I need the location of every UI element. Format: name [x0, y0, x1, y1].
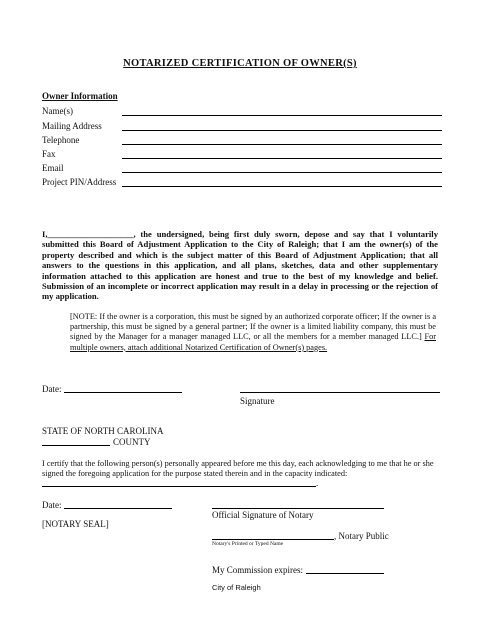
affidavit-prefix: I, — [42, 229, 48, 239]
page-title: NOTARIZED CERTIFICATION OF OWNER(S) — [123, 58, 357, 69]
field-label-fax: Fax — [42, 149, 56, 159]
note-paragraph — [70, 312, 436, 353]
project-pin-input-line[interactable] — [122, 186, 442, 187]
notary-public-label: , Notary Public — [334, 531, 389, 541]
date-label: Date: — [42, 384, 62, 394]
period-mark: . — [316, 478, 319, 488]
notary-date-label: Date: — [42, 500, 62, 510]
notary-signature-line[interactable] — [212, 508, 384, 509]
county-input-line[interactable] — [42, 445, 110, 446]
fax-input-line[interactable] — [122, 158, 442, 159]
field-label-mailing-address: Mailing Address — [42, 121, 102, 131]
county-label: COUNTY — [113, 437, 151, 447]
signature-line[interactable] — [240, 392, 440, 393]
field-label-telephone: Telephone — [42, 135, 80, 145]
field-label-names: Name(s) — [42, 106, 73, 116]
notary-date-input-line[interactable] — [64, 508, 172, 509]
affidavit-name-blank[interactable]: ____________________ — [47, 229, 134, 239]
official-signature-label: Official Signature of Notary — [212, 510, 314, 520]
note-text: [NOTE: If the owner is a corporation, this must be signed by an authorized corporate officer; If the owner is a partnership, this must be signed by a general partner; If the owner is a limited liability company, this must be signed by the Manager for a manager managed LLC, or all the members for a member managed LLC.] — [70, 312, 436, 342]
commission-input-line[interactable] — [306, 573, 384, 574]
commission-label: My Commission expires: — [212, 565, 304, 575]
telephone-input-line[interactable] — [122, 144, 442, 145]
date-input-line[interactable] — [64, 392, 182, 393]
note-underlined-text: For multiple owners, attach additional Notarized Certification of Owner(s) pages. — [70, 332, 436, 352]
signature-label: Signature — [240, 396, 275, 406]
notary-name-line[interactable] — [212, 539, 334, 540]
affidavit-paragraph — [42, 229, 438, 302]
email-input-line[interactable] — [122, 172, 442, 173]
names-input-line[interactable] — [122, 115, 442, 116]
field-label-email: Email — [42, 163, 64, 173]
affidavit-body: , the undersigned, being first duly sworn, depose and say that I voluntarily submitted this Board of Adjustment Application to the City of Raleigh; that I am the owner(s) of the property described and which is the subject matter of this Board of Adjustment Application; that all answers to the questions in this application, and all plans, sketches, data and other supplementary information attached to this application are honest and true to the best of my knowledge and belief. Submission of an incomplete or incorrect application may result in a delay in processing or the rejection of my application. — [42, 229, 438, 302]
printed-name-caption: Notary's Printed or Typed Name — [212, 541, 284, 547]
mailing-address-input-line[interactable] — [122, 130, 442, 131]
persons-input-line[interactable] — [42, 486, 316, 487]
footer-city: City of Raleigh — [212, 583, 261, 592]
notary-seal-label: [NOTARY SEAL] — [42, 519, 109, 529]
field-label-project-pin: Project PIN/Address — [42, 177, 117, 187]
certify-text: I certify that the following person(s) personally appeared before me this day, each acknowledging to me that he or she signed the foregoing application for the purpose stated therein and in the capacity indicated: — [42, 459, 434, 479]
owner-info-heading: Owner Information — [42, 91, 118, 101]
state-label: STATE OF NORTH CAROLINA — [42, 426, 164, 436]
